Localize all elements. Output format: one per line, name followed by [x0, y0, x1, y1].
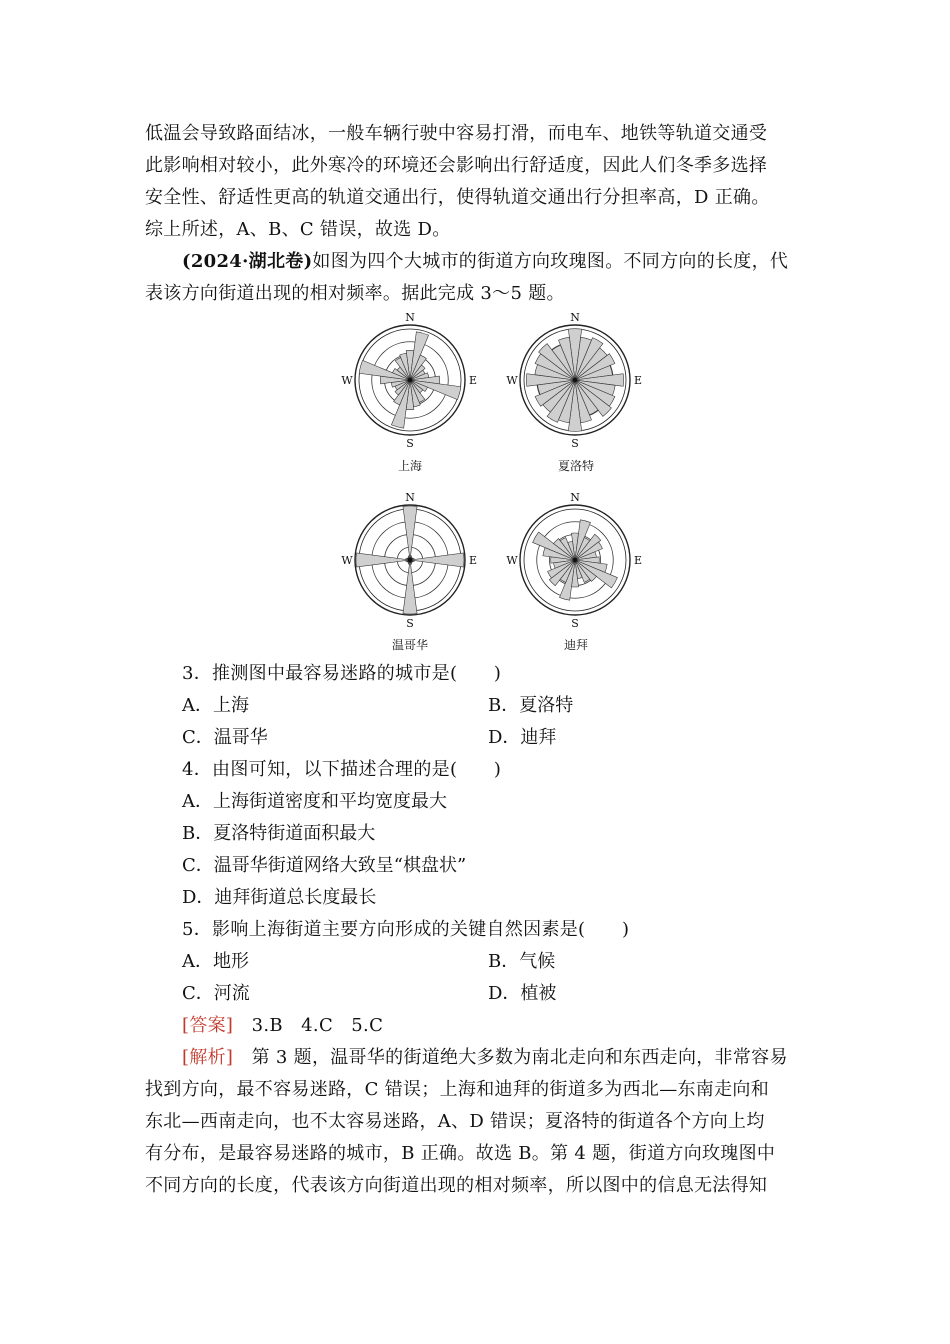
rose-diagram-dubai	[500, 490, 650, 635]
rose-center-dot	[573, 558, 577, 562]
rose-caption-vancouver: 温哥华	[391, 638, 428, 652]
north-label: N	[405, 491, 415, 504]
rose-center-dot	[408, 378, 412, 382]
rose-caption-shanghai: 上海	[397, 459, 422, 473]
q3-option-d: D．迪拜	[488, 727, 557, 748]
answer-text: 3.B 4.C 5.C	[251, 1015, 384, 1036]
q4-stem: 4．由图可知，以下描述合理的是( )	[182, 759, 502, 780]
q5-option-a: A．地形	[182, 951, 249, 972]
analysis-line-1	[182, 1048, 847, 1068]
rose-petal	[410, 553, 464, 567]
q5-option-d: D．植被	[488, 983, 557, 1004]
west-label: W	[506, 374, 518, 387]
analysis-line-2: 找到方向，最不容易迷路，C 错误；上海和迪拜的街道多为西北—东南走向和	[145, 1079, 769, 1100]
rose-diagram-shanghai	[335, 310, 485, 455]
intro-line-2: 此影响相对较小，此外寒冷的环境还会影响出行舒适度，因此人们冬季多选择	[145, 155, 768, 176]
question-source: (2024·湖北卷)	[182, 251, 313, 272]
answer-line	[182, 1016, 847, 1036]
q4-option-c: C．温哥华街道网络大致呈“棋盘状”	[182, 855, 467, 876]
south-label: S	[406, 437, 414, 450]
west-label: W	[506, 554, 518, 567]
north-label: N	[570, 311, 580, 324]
q3-option-b: B．夏洛特	[488, 695, 574, 716]
analysis-label: [解析]	[182, 1047, 234, 1068]
rose-caption-dubai: 迪拜	[563, 638, 588, 652]
analysis-line-4: 有分布，是最容易迷路的城市，B 正确。故选 B。第 4 题，街道方向玫瑰图中	[145, 1143, 776, 1164]
q3-stem: 3．推测图中最容易迷路的城市是( )	[182, 663, 502, 684]
q5-stem: 5．影响上海街道主要方向形成的关键自然因素是( )	[182, 919, 630, 940]
west-label: W	[341, 554, 353, 567]
south-label: S	[406, 617, 414, 630]
rose-petal	[403, 506, 417, 560]
answer-label: [答案]	[182, 1015, 234, 1036]
analysis-line-5: 不同方向的长度，代表该方向街道出现的相对频率，所以图中的信息无法得知	[145, 1175, 768, 1196]
north-label: N	[405, 311, 415, 324]
rose-diagram-vancouver	[335, 490, 485, 635]
east-label: E	[633, 554, 643, 567]
q4-option-d: D．迪拜街道总长度最长	[182, 887, 377, 908]
q3-option-c: C．温哥华	[182, 727, 268, 748]
analysis-text-1: 第 3 题，温哥华的街道绝大多数为南北走向和东西走向，非常容易	[251, 1047, 788, 1068]
north-label: N	[570, 491, 580, 504]
q5-option-c: C．河流	[182, 983, 250, 1004]
west-label: W	[341, 374, 353, 387]
east-label: E	[468, 374, 478, 387]
south-label: S	[571, 437, 579, 450]
rose-center-dot	[573, 378, 577, 382]
intro-line-3: 安全性、舒适性更高的轨道交通出行，使得轨道交通出行分担率高，D 正确。	[145, 187, 770, 208]
q4-option-b: B．夏洛特街道面积最大	[182, 823, 376, 844]
rose-petal	[403, 560, 417, 614]
east-label: E	[468, 554, 478, 567]
q3-option-a: A．上海	[182, 695, 249, 716]
stem-line-1	[182, 252, 847, 272]
rose-diagram-charlotte	[500, 310, 650, 455]
stem-text-1: 如图为四个大城市的街道方向玫瑰图。不同方向的长度，代	[312, 251, 789, 272]
rose-petal	[356, 553, 410, 567]
intro-line-1: 低温会导致路面结冰，一般车辆行驶中容易打滑，而电车、地铁等轨道交通受	[145, 123, 768, 144]
stem-line-2: 表该方向街道出现的相对频率。据此完成 3～5 题。	[145, 283, 565, 304]
q4-option-a: A．上海街道密度和平均宽度最大	[182, 791, 447, 812]
intro-line-4: 综上所述，A、B、C 错误，故选 D。	[145, 219, 451, 240]
rose-caption-charlotte: 夏洛特	[557, 459, 594, 473]
south-label: S	[571, 617, 579, 630]
analysis-line-3: 东北—西南走向，也不太容易迷路，A、D 错误；夏洛特的街道各个方向上均	[145, 1111, 765, 1132]
rose-center-dot	[408, 558, 412, 562]
east-label: E	[633, 374, 643, 387]
q5-option-b: B．气候	[488, 951, 556, 972]
